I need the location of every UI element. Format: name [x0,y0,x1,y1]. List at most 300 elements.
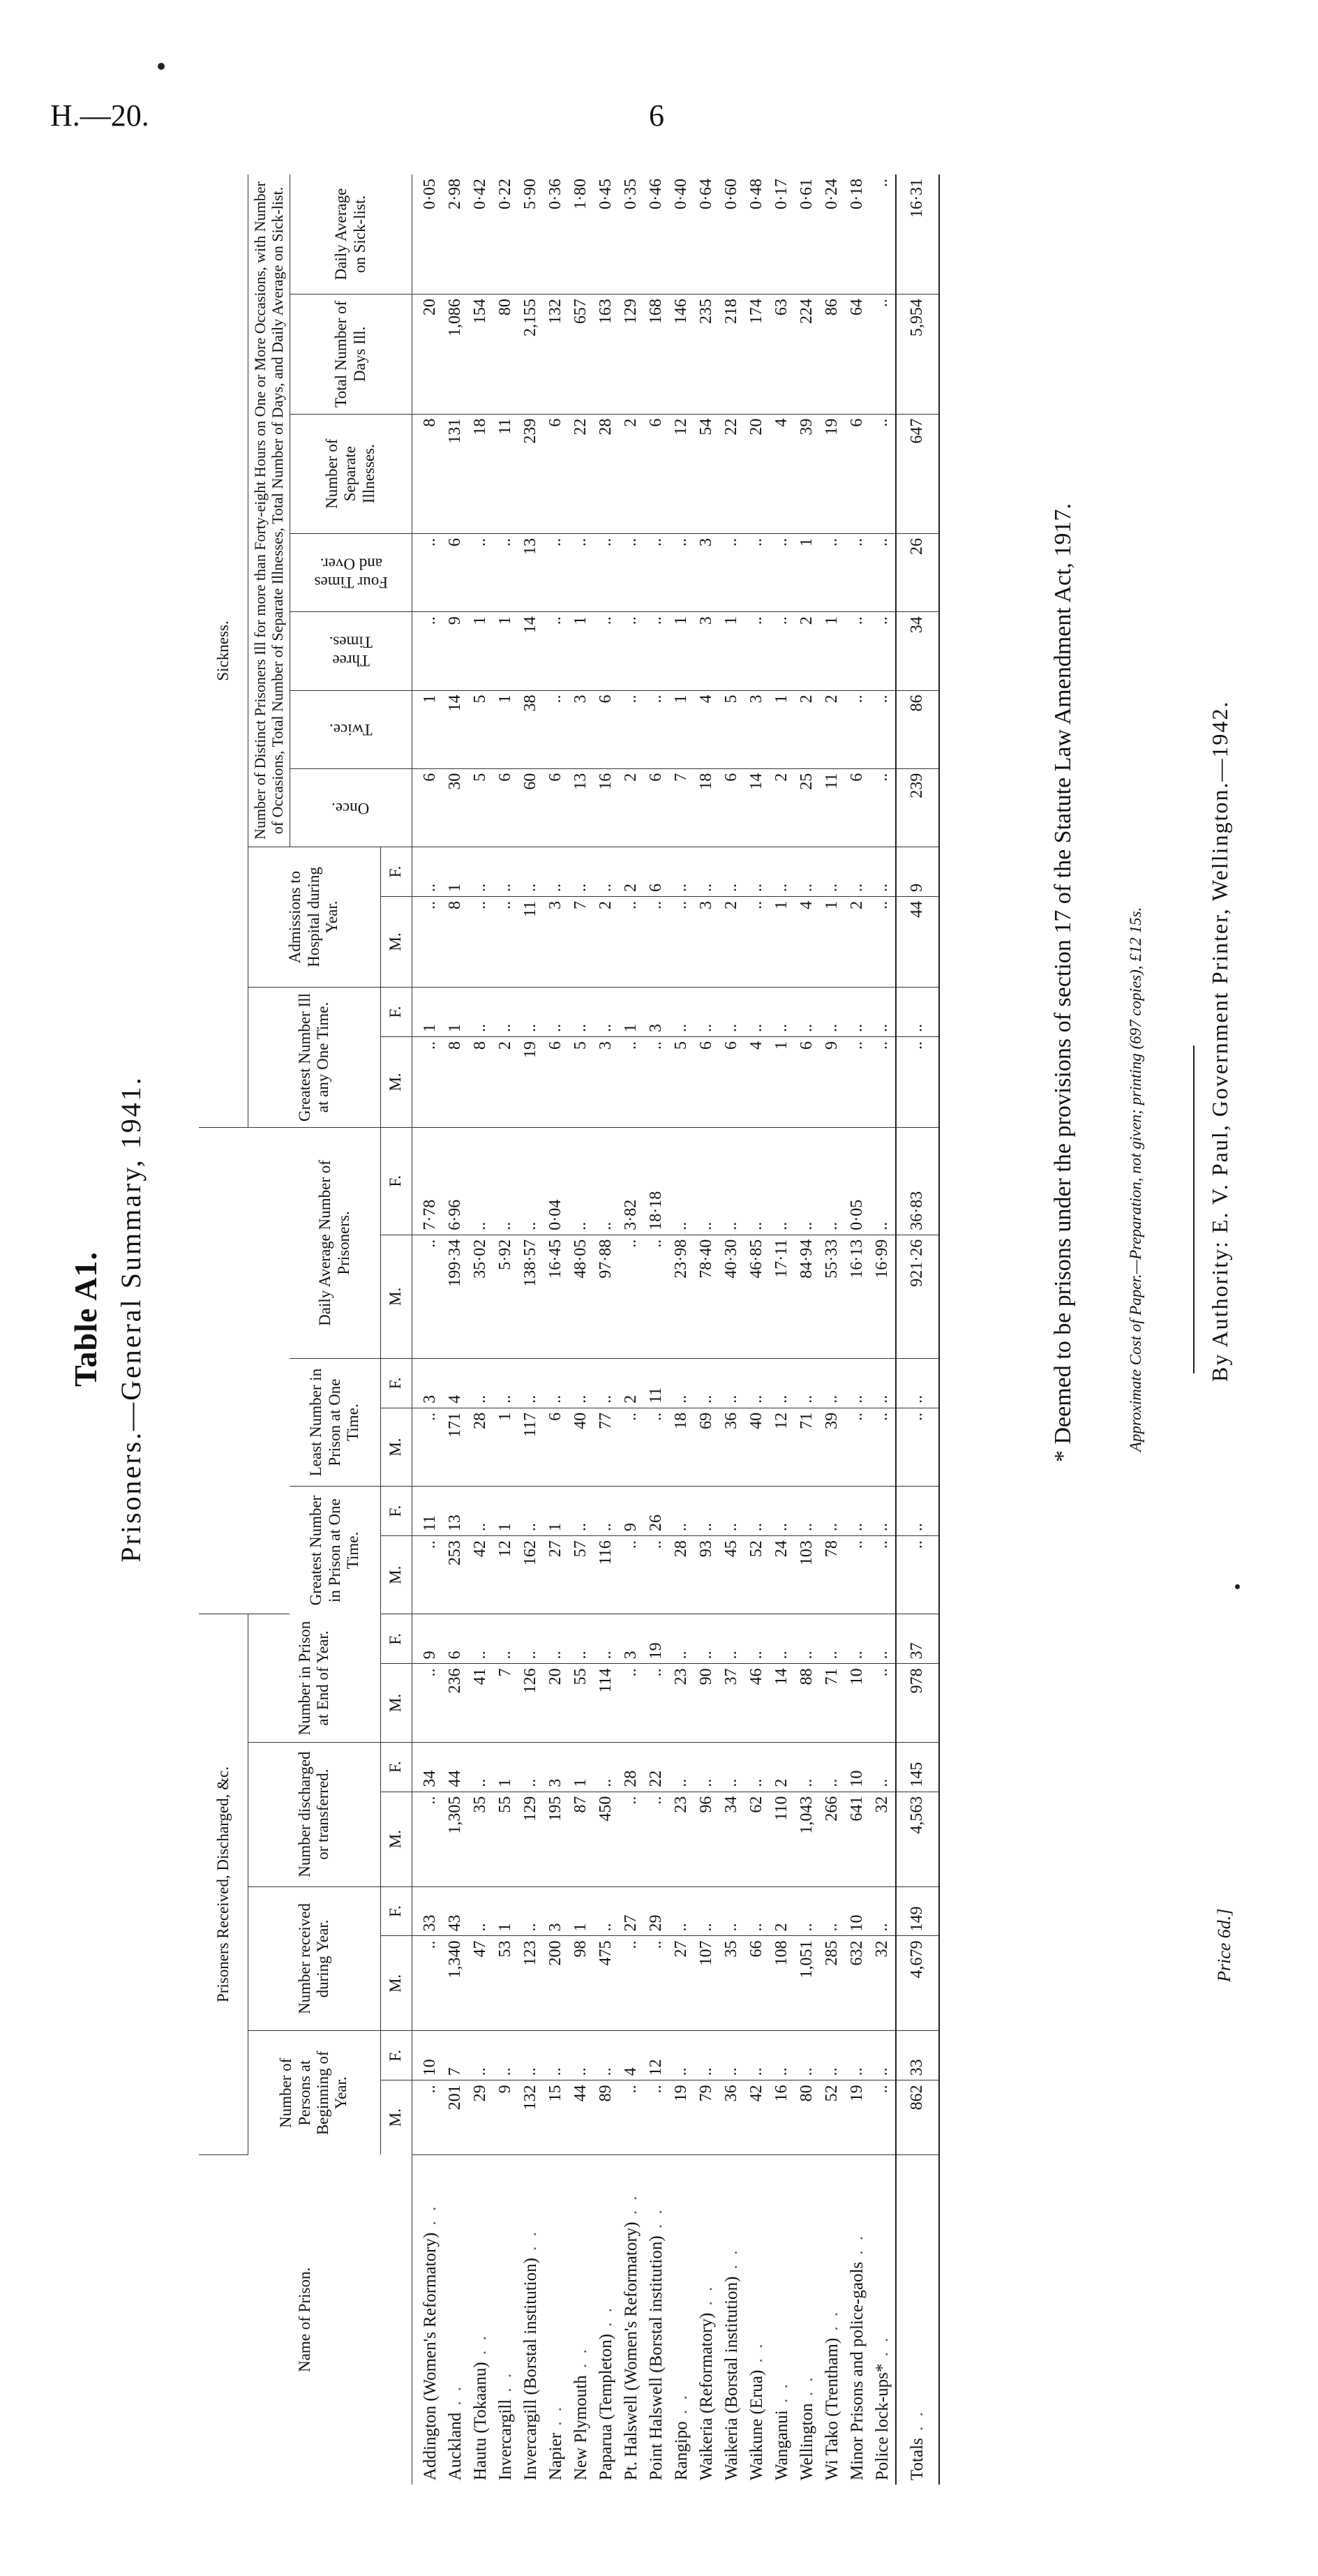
cell-avF: 0·04 [544,1127,569,1235]
cell-giM: 5 [669,1036,694,1127]
cell-giM: .. [412,1036,443,1127]
cell-bM: 36 [719,2080,744,2154]
cell-twice: .. [870,690,896,768]
leader-dots: . . [797,2374,816,2404]
cell-three: 14 [518,612,544,690]
prison-name [443,2154,468,2485]
cell-lF: .. [544,1358,569,1408]
cell-avM: 84·94 [795,1235,820,1358]
leader-dots: . . [470,2333,490,2362]
cell-four: .. [669,533,694,611]
cell-gM: 45 [719,1536,744,1614]
cell-sep: 22 [719,414,744,533]
cell-dM: 266 [820,1792,845,1886]
prison-name [644,2154,669,2485]
cell-adM: .. [644,897,669,988]
cell-bF: 12 [644,2031,669,2080]
cell-dF: .. [870,1742,896,1792]
cell-gM: 27 [544,1536,569,1614]
cell-three: .. [644,612,669,690]
cell-rM: 4,679 [896,1936,939,2031]
cell-gF: .. [845,1487,870,1536]
cell-eM: .. [870,1664,896,1742]
f-header: F. [380,988,412,1037]
cell-sick: 0·64 [694,174,719,295]
cell-bM: 29 [468,2080,493,2154]
cell-four: .. [719,533,744,611]
summary-table-wrap [199,174,940,2485]
leader-dots: . . [847,2233,867,2262]
cell-three: 1 [493,612,518,690]
cell-lF: .. [770,1358,795,1408]
cell-four: .. [619,533,644,611]
cell-once: 30 [443,768,468,847]
cell-adM: 1 [820,897,845,988]
prison-name-text: Wanganui [772,2410,791,2480]
cell-dM: 110 [770,1792,795,1886]
cell-days: 224 [795,295,820,414]
cell-lM: .. [619,1408,644,1486]
prison-name-text: Napier [546,2432,565,2480]
cell-days: 154 [468,295,493,414]
cell-once: 6 [845,768,870,847]
cell-bM: .. [644,2080,669,2154]
cell-gF: .. [795,1487,820,1536]
cell-eM: 236 [443,1664,468,1742]
cell-avF: 3·82 [619,1127,644,1235]
cell-sep: 131 [443,414,468,533]
cell-gF: 11 [412,1487,443,1536]
cell-dF: .. [669,1742,694,1792]
cell-once: 6 [544,768,569,847]
cell-once: 6 [644,768,669,847]
cell-avM: 16·45 [544,1235,569,1358]
cell-three: .. [619,612,644,690]
cell-sick: 0·40 [669,174,694,295]
cell-dF: 1 [493,1742,518,1792]
cell-adF: .. [870,847,896,897]
cell-rF: .. [719,1886,744,1936]
cell-avF: .. [569,1127,594,1235]
cell-dM: .. [412,1792,443,1886]
cell-giM: 19 [518,1036,544,1127]
cell-rM: 98 [569,1936,594,2031]
prison-name-text: Invercargill (Borstal institution) [521,2258,540,2480]
cell-giF: .. [770,988,795,1037]
f-header: F. [380,1487,412,1536]
cell-rM: .. [644,1936,669,2031]
cell-rM: 47 [468,1936,493,2031]
cell-rF: .. [744,1886,770,1936]
cell-lM: 40 [569,1408,594,1486]
cell-lM: 36 [719,1408,744,1486]
cell-adM: 7 [569,897,594,988]
cell-adF: .. [518,847,544,897]
cell-giF: 1 [443,988,468,1037]
cell-bM: 52 [820,2080,845,2154]
cell-avM: 48·05 [569,1235,594,1358]
cell-sick: 0·18 [845,174,870,295]
cell-gM: .. [644,1536,669,1614]
cell-avF: .. [594,1127,619,1235]
cell-lF: .. [468,1358,493,1408]
cell-eF: .. [744,1614,770,1664]
cell-sick: 0·05 [412,174,443,295]
cell-bM: 9 [493,2080,518,2154]
leader-dots: . . [646,2207,666,2236]
leader-dots: . . [671,2392,691,2422]
leader-dots: . . [772,2381,791,2411]
cell-eM: .. [619,1664,644,1742]
cell-gF: .. [744,1487,770,1536]
cell-lM: 39 [820,1408,845,1486]
cell-dM: 35 [468,1792,493,1886]
cell-avF: .. [770,1127,795,1235]
cell-sick: 0·42 [468,174,493,295]
cell-gM: 78 [820,1536,845,1614]
table-row [795,174,820,2485]
prison-name-text: Rangipo [671,2421,691,2480]
cell-lM: 12 [770,1408,795,1486]
cell-avF: 0·05 [845,1127,870,1235]
cell-avF: .. [719,1127,744,1235]
cell-dM: 129 [518,1792,544,1886]
cell-four: .. [594,533,619,611]
cell-twice: 3 [569,690,594,768]
cell-three: 9 [443,612,468,690]
cell-sep: 22 [569,414,594,533]
divider-line [1193,1045,1195,1373]
cell-twice: .. [644,690,669,768]
cell-days: 5,954 [896,295,939,414]
cell-adM: .. [744,897,770,988]
cell-dM: 195 [544,1792,569,1886]
leader-dots: . . [822,2309,841,2338]
prison-name-text: Waikeria (Reformatory) [696,2312,716,2480]
cell-eF: .. [719,1614,744,1664]
cell-eM: 46 [744,1664,770,1742]
cell-bM: .. [619,2080,644,2154]
m-header: M. [380,897,412,988]
cell-once: 5 [468,768,493,847]
cell-avF: .. [493,1127,518,1235]
col-greatest: Greatest Number in Prison at One Time. [290,1487,380,1614]
prison-name [493,2154,518,2485]
cell-bF: .. [669,2031,694,2080]
cell-dM: 4,563 [896,1792,939,1886]
table-body [412,174,939,2485]
cell-adM: 2 [594,897,619,988]
cell-adM: 2 [845,897,870,988]
cell-four: 1 [795,533,820,611]
cell-rF: .. [870,1886,896,1936]
cell-avM: 5·92 [493,1235,518,1358]
cell-bM: 19 [845,2080,870,2154]
cell-giM: 4 [744,1036,770,1127]
cell-bM: 15 [544,2080,569,2154]
cell-giF: .. [493,988,518,1037]
cell-sep: 12 [669,414,694,533]
cell-dM: 32 [870,1792,896,1886]
cell-sep: 6 [644,414,669,533]
col-end-of-year: Number in Prison at End of Year. [248,1614,380,1742]
cell-gM: 162 [518,1536,544,1614]
cell-adM: .. [870,897,896,988]
cell-days: 63 [770,295,795,414]
cell-eM: 41 [468,1664,493,1742]
leader-dots: . . [696,2284,716,2313]
cell-giM: 5 [569,1036,594,1127]
prison-name [594,2154,619,2485]
cell-lF: .. [493,1358,518,1408]
cell-days: 235 [694,295,719,414]
cell-dF: 28 [619,1742,644,1792]
m-header: M. [380,2080,412,2154]
cell-eM: 114 [594,1664,619,1742]
cell-twice: 1 [669,690,694,768]
cell-giF: .. [694,988,719,1037]
cell-dF: .. [795,1742,820,1792]
cell-lM: 69 [694,1408,719,1486]
cell-days: 218 [719,295,744,414]
cell-dM: .. [644,1792,669,1886]
printer-authority: By Authority: E. V. Paul, Government Printer, Wellington.—1942. [1207,700,1232,1382]
cell-rM: 27 [669,1936,694,2031]
cell-adM: .. [468,897,493,988]
cell-avM: .. [644,1235,669,1358]
cell-avM: 46·85 [744,1235,770,1358]
cell-rM: 285 [820,1936,845,2031]
cell-sep: 647 [896,414,939,533]
cell-sick: 0·36 [544,174,569,295]
cell-eM: .. [644,1664,669,1742]
cell-rF: .. [468,1886,493,1936]
cell-three: 1 [669,612,694,690]
cell-four: .. [770,533,795,611]
cell-adF: 6 [644,847,669,897]
cell-sep: 4 [770,414,795,533]
prison-name [694,2154,719,2485]
f-header: F. [380,1886,412,1936]
cell-bF: .. [719,2031,744,2080]
cell-sep: 2 [619,414,644,533]
cell-avM: 40·30 [719,1235,744,1358]
cell-avF: 6·96 [443,1127,468,1235]
cell-days: .. [870,295,896,414]
cell-bM: .. [412,2080,443,2154]
cell-rF: 1 [569,1886,594,1936]
approximate-cost: Approximate Cost of Paper.—Preparation, not given; printing (697 copies), £12 15s. [1127,907,1144,1452]
cell-twice: 86 [896,690,939,768]
cell-lM: 171 [443,1408,468,1486]
cell-gF: .. [669,1487,694,1536]
cell-dM: 55 [493,1792,518,1886]
cell-sep: 8 [412,414,443,533]
cell-eF: 3 [619,1614,644,1664]
group-prisoners-received: Prisoners Received, Discharged, &c. [199,1614,248,2154]
cell-lM: 28 [468,1408,493,1486]
cell-giM: 6 [719,1036,744,1127]
cell-gF: .. [468,1487,493,1536]
cell-sick: 0·35 [619,174,644,295]
table-row [518,174,544,2485]
cell-gM: 52 [744,1536,770,1614]
page-number: 6 [649,98,664,133]
prison-name [569,2154,594,2485]
cell-four: 26 [896,533,939,611]
cell-bM: 132 [518,2080,544,2154]
cell-giF: .. [820,988,845,1037]
cell-three: .. [845,612,870,690]
cell-rF: .. [694,1886,719,1936]
cell-giF: .. [896,988,939,1037]
cell-twice: 14 [443,690,468,768]
cell-gF: 9 [619,1487,644,1536]
prison-name-text: Totals [907,2438,927,2480]
cell-avM: 16·13 [845,1235,870,1358]
cell-eF: .. [845,1614,870,1664]
cell-avF: .. [795,1127,820,1235]
cell-sep: 39 [795,414,820,533]
col-daily-average: Daily Average Number of Prisoners. [290,1127,380,1358]
cell-four: 13 [518,533,544,611]
col-three-times: Three Times. [290,612,412,690]
table-row [845,174,870,2485]
cell-eF: .. [594,1614,619,1664]
cell-adM: .. [669,897,694,988]
cell-three: 1 [468,612,493,690]
cell-avM: 199·34 [443,1235,468,1358]
cell-lM: 71 [795,1408,820,1486]
cell-dM: 62 [744,1792,770,1886]
prison-name [669,2154,694,2485]
col-total-days: Total Number of Days Ill. [290,295,412,414]
cell-eF: .. [544,1614,569,1664]
cell-adM: 8 [443,897,468,988]
prison-name-text: Waikune (Erua) [747,2369,766,2480]
cell-dF: .. [719,1742,744,1792]
cell-gF: .. [518,1487,544,1536]
cell-giF: .. [544,988,569,1037]
cell-adF: .. [719,847,744,897]
cell-lM: 1 [493,1408,518,1486]
cell-four: 3 [694,533,719,611]
cell-avF: .. [694,1127,719,1235]
cell-eM: 88 [795,1664,820,1742]
cell-bF: .. [569,2031,594,2080]
cell-adF: .. [544,847,569,897]
cell-four: .. [644,533,669,611]
cell-three: .. [870,612,896,690]
prison-name [845,2154,870,2485]
prison-name [896,2154,939,2485]
cell-once: 60 [518,768,544,847]
table-row [744,174,770,2485]
cell-bF: .. [770,2031,795,2080]
cell-eM: 14 [770,1664,795,1742]
cell-avM: 97·88 [594,1235,619,1358]
cell-adF: .. [493,847,518,897]
cell-bM: 79 [694,2080,719,2154]
cell-four: .. [744,533,770,611]
cell-lM: 18 [669,1408,694,1486]
cell-avF: 7·78 [412,1127,443,1235]
cell-three: .. [412,612,443,690]
cell-avM: 16·99 [870,1235,896,1358]
cell-bF: .. [544,2031,569,2080]
cell-twice: .. [619,690,644,768]
cell-gM: 12 [493,1536,518,1614]
cell-bM: 862 [896,2080,939,2154]
table-row [412,174,443,2485]
cell-eF: 6 [443,1614,468,1664]
cell-lM: .. [412,1408,443,1486]
cell-gF: 26 [644,1487,669,1536]
cell-gM: 24 [770,1536,795,1614]
group-spacer [199,1127,290,1614]
cell-sick: 0·61 [795,174,820,295]
leader-dots: . . [872,2335,892,2364]
col-twice: Twice. [290,690,412,768]
col-separate-illnesses: Number of Separate Illnesses. [290,414,412,533]
cell-dF: 145 [896,1742,939,1792]
col-discharged: Number discharged or transferred. [248,1742,380,1886]
cell-dF: 34 [412,1742,443,1792]
cell-days: 64 [845,295,870,414]
prison-name-text: Hautu (Tokaanu) [470,2362,490,2480]
f-header: F. [380,2031,412,2080]
cell-adM: .. [619,897,644,988]
cell-dM: 87 [569,1792,594,1886]
cell-sep: 11 [493,414,518,533]
cell-adF: .. [412,847,443,897]
cell-bF: .. [820,2031,845,2080]
cell-adM: 4 [795,897,820,988]
cell-eF: .. [468,1614,493,1664]
cell-rF: 3 [544,1886,569,1936]
cell-lM: .. [896,1408,939,1486]
table-row [694,174,719,2485]
cell-giF: .. [468,988,493,1037]
cell-eM: 71 [820,1664,845,1742]
col-distinct-ill: Number of Distinct Prisoners Ill for more than Forty-eight Hours on One or More Occasions, with Number of Occasions, Total Number of Separate Illnesses, Total Number of Days, and Daily Average on Sick-list. [248,174,290,847]
cell-sep: 20 [744,414,770,533]
cell-sep: .. [870,414,896,533]
cell-once: 6 [719,768,744,847]
cell-once: 6 [412,768,443,847]
cell-dF: .. [518,1742,544,1792]
cell-giF: .. [719,988,744,1037]
cell-bF: 4 [619,2031,644,2080]
cell-avF: .. [820,1127,845,1235]
cell-rF: 33 [412,1886,443,1936]
m-header: M. [380,1792,412,1886]
table-row [468,174,493,2485]
cell-sep: 6 [544,414,569,533]
cell-lF: 3 [412,1358,443,1408]
cell-three: 2 [795,612,820,690]
cell-lF: 2 [619,1358,644,1408]
cell-sick: 0·45 [594,174,619,295]
leader-dots: . . [420,2203,440,2233]
cell-rM: 1,051 [795,1936,820,2031]
cell-once: 6 [493,768,518,847]
cell-four: .. [820,533,845,611]
cell-eF: .. [669,1614,694,1664]
cell-giM: 8 [468,1036,493,1127]
price: Price 6d.] [1214,1908,1234,1982]
cell-days: 132 [544,295,569,414]
